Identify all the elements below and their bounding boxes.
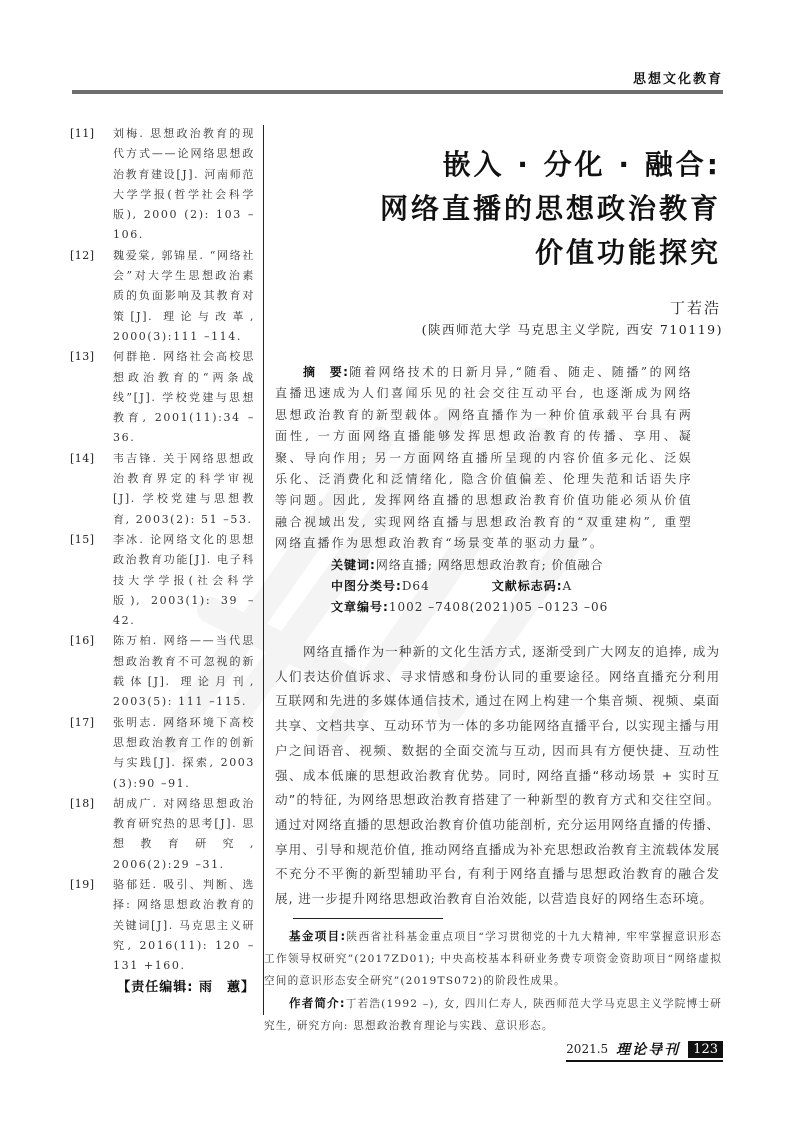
article-number-value: 1002 –7408(2021)05 –0123 –06 bbox=[388, 600, 609, 615]
reference-item bbox=[70, 794, 255, 875]
reference-text: 魏爱棠, 郭锦星. “网络社会”对大学生思想政治素质的负面影响及其教育对策[J]. 理论与改革, 2000(3):111 –114. bbox=[113, 248, 255, 343]
page-number: 123 bbox=[688, 1041, 723, 1058]
reference-number: [14] bbox=[70, 451, 95, 465]
title-line: 价值功能探究 bbox=[534, 236, 721, 269]
reference-number: [11] bbox=[70, 127, 95, 140]
references-list bbox=[70, 124, 255, 999]
reference-number: [13] bbox=[70, 350, 95, 364]
clc-value: D64 bbox=[401, 579, 430, 594]
keywords-line bbox=[275, 555, 693, 576]
reference-item bbox=[70, 246, 255, 347]
reference-text: 骆郁廷. 吸引、判断、选择: 网络思想政治教育的关键词[J]. 马克思主义研究, 2016(11): 120 –131 +160. bbox=[113, 877, 255, 973]
reference-text: 刘梅. 思想政治教育的现代方式——论网络思想政治教育建设[J]. 河南师范大学学报(哲学社会科学版), 2000 (2): 103 –106. bbox=[113, 127, 255, 242]
reference-item bbox=[70, 875, 255, 976]
article-title bbox=[380, 143, 721, 275]
reference-item bbox=[70, 631, 255, 712]
reference-text: 陈万柏. 网络——当代思想政治教育不可忽视的新载体[J]. 理论月刊, 2003(5): 111 –115. bbox=[113, 634, 255, 709]
clc-label: 中图分类号: bbox=[331, 579, 402, 594]
footnotes bbox=[264, 925, 722, 1037]
abstract-text: 随着网络技术的日新月异,“随看、随走、随播”的网络直播迅速成为人们喜闻乐见的社会交往互动平台, 也逐渐成为网络思想政治教育的新型载体。网络直播作为一种价值承载平台具有两面性, 一方面网络直播能够发挥思想政治教育的传播、享用、凝聚、导向作用; 另一方面网络直播所呈现的内容价值多元化、泛娱乐化、泛消费化和泛情绪化, 隐含价值偏差、伦理失范和话语失序等问题。因此, 发挥网络直播的思想政治教育价值功能必须从价值融合视域出发, 实现网络直播与思想政治教育的“双重建构”, 重塑网络直播作为思想政治教育“场景变革的驱动力量”。 bbox=[275, 365, 693, 551]
author-affiliation: (陕西师范大学 马克思主义学院, 西安 710119) bbox=[421, 322, 723, 337]
header-rule bbox=[72, 90, 723, 94]
keywords-label: 关键词: bbox=[331, 557, 376, 572]
page-footer bbox=[566, 1039, 723, 1062]
section-label: 思想文化教育 bbox=[632, 72, 723, 87]
editor-note: 【责任编辑: 雨 蕙】 bbox=[117, 980, 255, 996]
author-footnote bbox=[264, 992, 722, 1037]
reference-item bbox=[70, 449, 255, 530]
reference-number: [16] bbox=[70, 634, 95, 648]
column-divider bbox=[263, 125, 264, 1015]
reference-number: [18] bbox=[70, 796, 95, 810]
fund-text: 陕西省社科基金重点项目“学习贯彻党的十九大精神, 牢牢掌握意识形态工作领导权研究”(2017ZD01); 中央高校基本科研业务费专项资金资助项目“网络虚拟空间的意识形态安全研究”(2019TS072)的阶段性成果。 bbox=[264, 931, 722, 987]
body-paragraph: 网络直播作为一种新的文化生活方式, 逐渐受到广大网友的追捧, 成为人们表达价值诉求、寻求情感和身份认同的重要途径。网络直播充分利用互联网和先进的多媒体通信技术, 通过在网上构建一个集音频、视频、桌面共享、文档共享、互动环节为一体的多功能网络直播平台, 以实现主播与用户之间语音、视频、数据的全面交流与互动, 因而具有方便快捷、互动性强、成本低廉的思想政治教育优势。同时, 网络直播“移动场景 + 实时互动”的特征, 为网络思想政治教育搭建了一种新型的教育方式和交往空间。通过对网络直播的思想政治教育价值功能剖析, 充分运用网络直播的传播、享用、引导和规范价值, 推动网络直播成为补充思想政治教育主流载体发展不充分不平衡的新型辅助平台, 有利于网络直播与思想政治教育的融合发展, 进一步提升网络思想政治教育自治效能, 以营造良好的网络生态环境。 bbox=[275, 644, 720, 907]
reference-item bbox=[70, 713, 255, 794]
abstract-label: 摘 要: bbox=[303, 365, 349, 379]
author-bio-label: 作者简介: bbox=[289, 996, 346, 1010]
journal-name: 理论导刊 bbox=[616, 1042, 681, 1058]
reference-number: [12] bbox=[70, 248, 95, 262]
article-number-label: 文章编号: bbox=[331, 600, 389, 615]
reference-item bbox=[70, 530, 255, 631]
reference-text: 胡成广. 对网络思想政治教育研究热的思考[J]. 思想教育研究, 2006(2):29 –31. bbox=[113, 796, 255, 871]
issue-number: 2021.5 bbox=[566, 1042, 609, 1056]
author-bio-text: 丁若浩(1992 –), 女, 四川仁寿人, 陕西师范大学马克思主义学院博士研究生, 研究方向: 思想政治教育理论与实践、意识形态。 bbox=[264, 998, 722, 1032]
abstract-block bbox=[275, 362, 693, 619]
reference-text: 韦吉锋. 关于网络思想政治教育界定的科学审视[J]. 学校党建与思想教育, 2003(2): 51 –53. bbox=[113, 451, 255, 526]
reference-text: 李冰. 论网络文化的思想政治教育功能[J]. 电子科技大学学报(社会科学版), 2003(1): 39 –42. bbox=[113, 532, 255, 628]
footnote-rule bbox=[293, 918, 443, 919]
article-number-line bbox=[275, 597, 693, 618]
title-line: 网络直播的思想政治教育 bbox=[379, 192, 721, 225]
reference-number: [15] bbox=[70, 532, 95, 546]
fund-label: 基金项目: bbox=[289, 929, 347, 943]
classification-line bbox=[275, 576, 693, 597]
reference-text: 何群艳. 网络社会高校思想政治教育的“两条战线”[J]. 学校党建与思想教育, 2001(11):34 –36. bbox=[113, 350, 255, 445]
reference-text: 张明志. 网络环境下高校思想政治教育工作的创新与实践[J]. 探索, 2003 (3):90 –91. bbox=[113, 715, 255, 790]
author-name: 丁若浩 bbox=[669, 299, 721, 317]
doc-code-label: 文献标志码: bbox=[491, 579, 563, 594]
reference-item bbox=[70, 347, 255, 448]
reference-item bbox=[70, 124, 255, 246]
fund-footnote bbox=[264, 925, 722, 992]
doc-code-value: A bbox=[562, 579, 573, 594]
abstract-paragraph bbox=[275, 362, 693, 555]
title-line: 嵌入 · 分化 · 融合: bbox=[442, 148, 721, 181]
keywords-value: 网络直播; 网络思想政治教育; 价值融合 bbox=[375, 557, 604, 572]
reference-number: [19] bbox=[70, 877, 95, 891]
reference-number: [17] bbox=[70, 715, 95, 729]
